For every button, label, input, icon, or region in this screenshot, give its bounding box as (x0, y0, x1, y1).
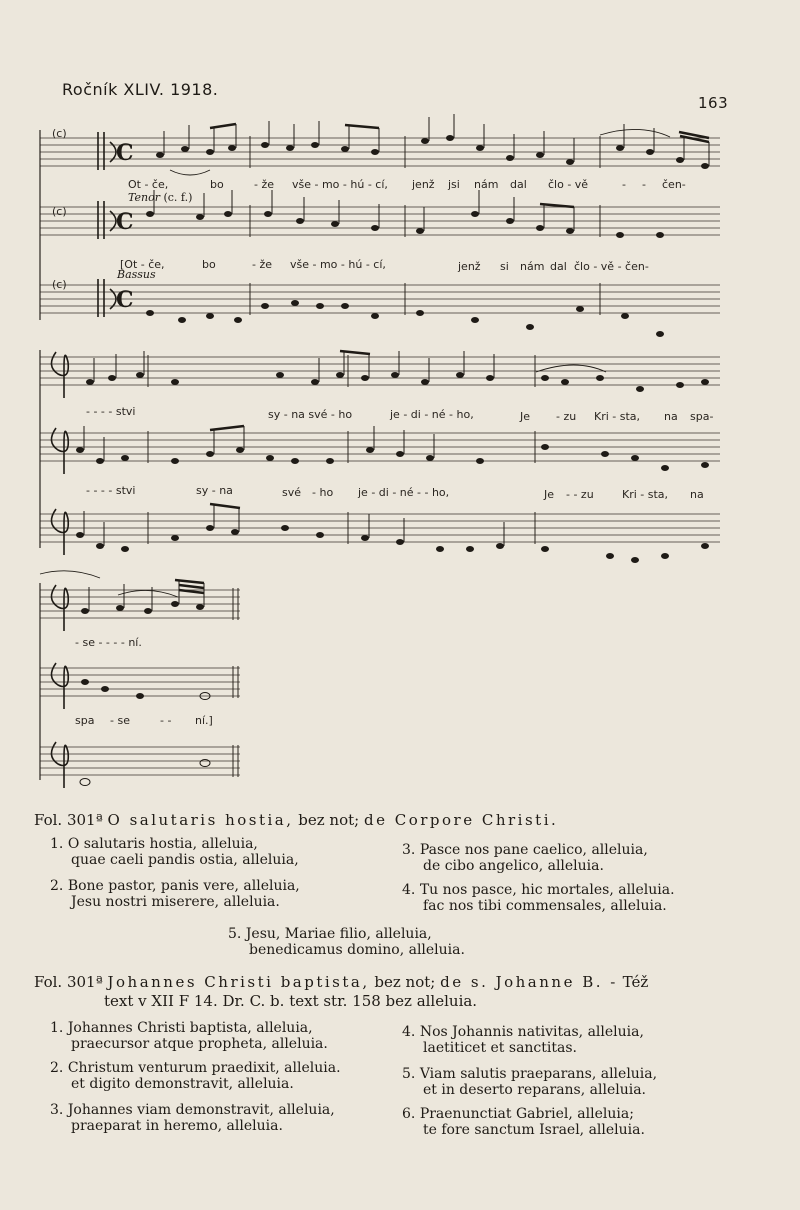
section-heading-salutaris: Fol. 301ª O salutaris hostia, bez not; de Corpore Christi. (34, 811, 559, 829)
voice-label-bass: Bassus (117, 268, 156, 281)
verse-item: 6. Praenunctiat Gabriel, alleluia; te fore sanctum Israel, alleluia. (402, 1106, 645, 1138)
beams (175, 124, 709, 593)
verse-item: 1. Johannes Christi baptista, alleluia, praecursor atque propheta, alleluia. (50, 1020, 328, 1052)
lyrics-system3-top: - se - - - - ní. (75, 636, 142, 649)
verse-item: 3. Johannes viam demonstravit, alleluia, praeparat in heremo, alleluia. (50, 1102, 335, 1134)
verse-item: 4. Tu nos pasce, hic mortales, alleluia. fac nos tibi commensales, alleluia. (402, 882, 675, 914)
clef-mark: (c) (52, 278, 67, 291)
verse-item: 4. Nos Johannis nativitas, alleluia, laetiticet et sanctitas. (402, 1024, 644, 1056)
svg-text:C: C (116, 287, 134, 313)
clef-mark: (c) (52, 127, 67, 140)
verse-item: 2. Bone pastor, panis vere, alleluia, Jesu nostri miserere, alleluia. (50, 878, 300, 910)
verse-item: 1. O salutaris hostia, alleluia, quae caeli pandis ostia, alleluia, (50, 836, 299, 868)
time-signatures (116, 140, 134, 313)
verse-item: 2. Christum venturum praedixit, alleluia. et digito demonstravit, alleluia. (50, 1060, 341, 1092)
section-heading-johannes: Fol. 301ª Johannes Christi baptista, bez not; de s. Johanne B. - Též (34, 973, 649, 991)
voice-label-tenor: Tenor (c. f.) (128, 191, 193, 204)
running-title: Ročník XLIV. 1918. (62, 80, 219, 99)
verse-item: 5. Jesu, Mariae filio, alleluia, benedicamus domino, alleluia. (228, 926, 465, 958)
section-subline: text v XII F 14. Dr. C. b. text str. 158 bez alleluia. (104, 992, 478, 1010)
clef-mark: (c) (52, 205, 67, 218)
bar-lines (148, 136, 600, 777)
verse-item: 5. Viam salutis praeparans, alleluia, et in deserto reparans, alleluia. (402, 1066, 658, 1098)
verse-item: 3. Pasce nos pane caelico, alleluia, de cibo angelico, alleluia. (402, 842, 648, 874)
svg-text:C: C (116, 140, 134, 166)
svg-text:C: C (116, 209, 134, 235)
page-number: 163 (698, 94, 729, 112)
noteheads (76, 135, 709, 786)
